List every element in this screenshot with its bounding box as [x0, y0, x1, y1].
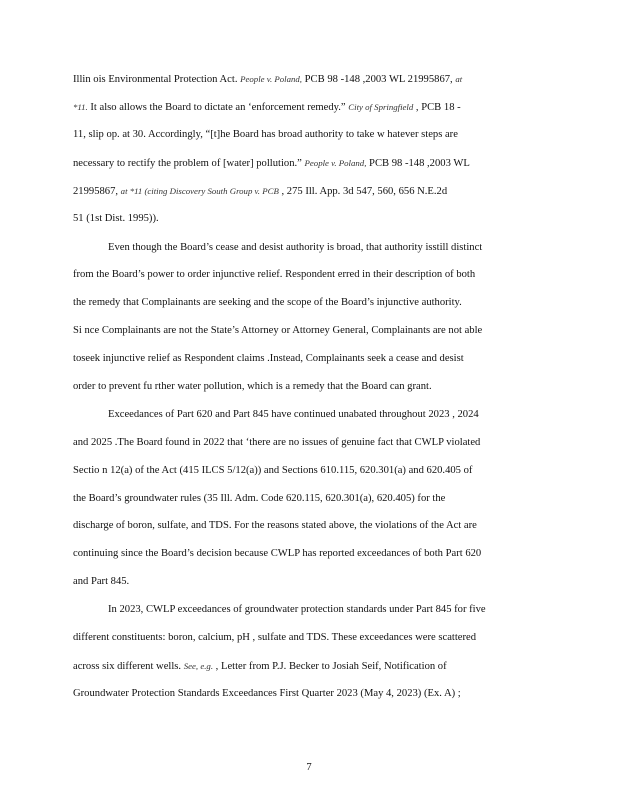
- text-line: [73, 547, 533, 561]
- text-line: [73, 212, 533, 226]
- text-line: [73, 296, 533, 310]
- line-text: 21995867,: [73, 186, 121, 197]
- line-text: necessary to rectify the problem of [water] pollution.”: [73, 158, 305, 169]
- line-text: the Board’s groundwater rules (35 Ill. Adm. Code 620.115, 620.301(a), 620.405) for the: [73, 493, 446, 504]
- text-line: [73, 436, 533, 450]
- text-line: [73, 72, 533, 87]
- text-line: [73, 575, 533, 589]
- case-citation: See, e.g.: [183, 661, 214, 671]
- line-text: toseek injunctive relief as Respondent claims .Instead, Complainants seek a cease and desist: [73, 353, 464, 364]
- text-line: [73, 380, 533, 394]
- line-text: , Letter from P.J. Becker to Josiah Seif, Notification of: [213, 661, 447, 672]
- line-text: Sectio n 12(a) of the Act (415 ILCS 5/12(a)) and Sections 610.115, 620.301(a) and 620.405 of: [73, 465, 473, 476]
- line-text: across six different wells.: [73, 661, 184, 672]
- page-number: 7: [306, 762, 312, 773]
- line-text: and Part 845.: [73, 576, 130, 587]
- line-text: different constituents: boron, calcium, pH , sulfate and TDS. These exceedances were scattered: [73, 632, 477, 643]
- text-line: [73, 156, 533, 171]
- text-line: [73, 492, 533, 506]
- line-text: order to prevent fu rther water pollution, which is a remedy that the Board can grant.: [73, 381, 432, 392]
- line-text: PCB 98 -148 ,2003 WL: [366, 158, 470, 169]
- line-text: 51 (1st Dist. 1995)).: [73, 213, 159, 224]
- line-text: Illin ois Environmental Protection Act.: [73, 74, 241, 85]
- text-line: [73, 324, 533, 338]
- line-text: PCB 98 -148 ,2003 WL 21995867,: [302, 74, 456, 85]
- case-citation: at *11 (citing Discovery South Group v. PCB: [120, 186, 279, 196]
- text-line: [73, 631, 533, 645]
- line-text: It also allows the Board to dictate an ‘enforcement remedy.”: [87, 102, 349, 113]
- case-citation: *11.: [73, 102, 88, 112]
- text-line: [73, 184, 533, 199]
- text-line: [73, 687, 533, 701]
- text-line: [73, 268, 533, 282]
- line-text: , PCB 18 -: [413, 102, 461, 113]
- line-text: , 275 Ill. App. 3d 547, 560, 656 N.E.2d: [278, 186, 448, 197]
- text-line: [73, 519, 533, 533]
- line-text: and 2025 .The Board found in 2022 that ‘there are no issues of genuine fact that CWLP violated: [73, 437, 481, 448]
- text-line: [108, 603, 533, 617]
- line-text: Si nce Complainants are not the State’s Attorney or Attorney General, Complainants are not able: [73, 325, 483, 336]
- text-line: [73, 352, 533, 366]
- case-citation: at: [455, 74, 463, 84]
- text-line: [73, 464, 533, 478]
- line-text: discharge of boron, sulfate, and TDS. For the reasons stated above, the violations of the Act are: [73, 520, 477, 531]
- case-citation: City of Springfield: [348, 102, 414, 112]
- line-text: In 2023, CWLP exceedances of groundwater protection standards under Part 845 for five: [108, 604, 486, 615]
- case-citation: People v. Poland,: [304, 158, 367, 168]
- line-text: Exceedances of Part 620 and Part 845 have continued unabated throughout 2023 , 2024: [108, 409, 479, 420]
- line-text: the remedy that Complainants are seeking and the scope of the Board’s injunctive authority.: [73, 297, 462, 308]
- text-line: [108, 241, 533, 255]
- line-text: continuing since the Board’s decision because CWLP has reported exceedances of both Part 620: [73, 548, 482, 559]
- line-text: from the Board’s power to order injunctive relief. Respondent erred in their description of both: [73, 269, 476, 280]
- text-line: [108, 408, 533, 422]
- line-text: 11, slip op. at 30. Accordingly, “[t]he Board has broad authority to take w hatever steps are: [73, 129, 458, 140]
- line-text: Even though the Board’s cease and desist authority is broad, that authority isstill distinct: [108, 242, 483, 253]
- line-text: Groundwater Protection Standards Exceedances First Quarter 2023 (May 4, 2023) (Ex. A) ;: [73, 688, 461, 699]
- text-line: [73, 128, 533, 142]
- text-line: [73, 659, 533, 674]
- text-line: [73, 100, 533, 115]
- case-citation: People v. Poland,: [240, 74, 303, 84]
